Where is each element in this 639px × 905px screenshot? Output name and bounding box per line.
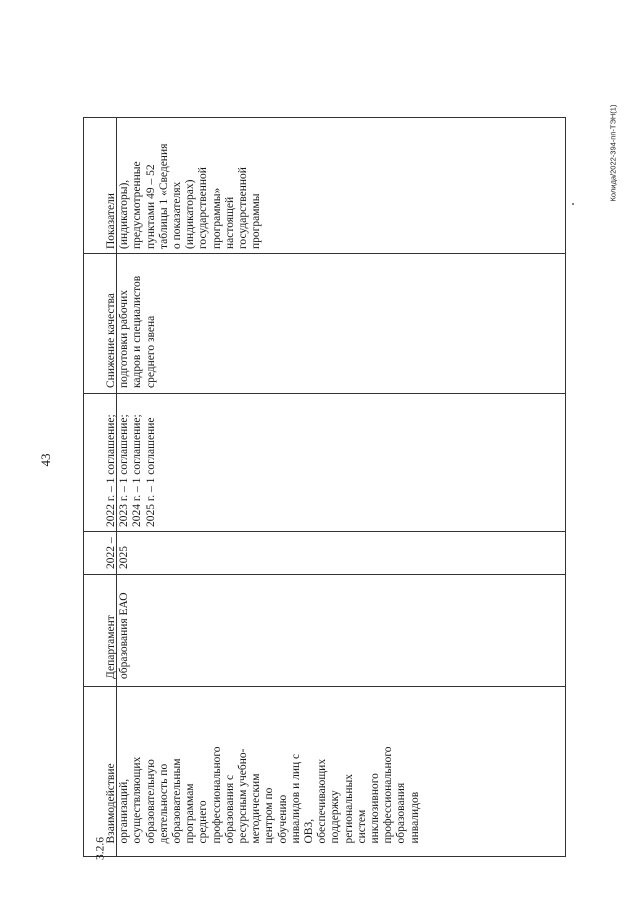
cell-consequences: Снижение качества подготовки рабочих кадров и специалистов среднего звена xyxy=(105,275,157,388)
row-divider xyxy=(84,393,565,394)
cell-measure: Взаимодействие организаций, осуществляющих образовательную деятельность по образовательным программам среднего профессионального образования с ресурсным учебно- методическим центром по обучению инвалидов и лиц с ОВЗ, обеспечивающих поддержку региональных систем инклюзивного профессионального образования инвалидов xyxy=(105,746,421,844)
row-divider xyxy=(84,686,565,687)
cell-indicators: Показатели (индикаторы), предусмотренные пунктами 49 – 52 таблицы 1 «Сведения о показателях (индикаторах) государственной программы» настоящей государственной программы xyxy=(105,143,263,249)
row-divider xyxy=(84,253,565,254)
scan-speck xyxy=(572,203,574,205)
row-divider xyxy=(84,574,565,575)
cell-number: 3.2.6 xyxy=(94,837,107,860)
cell-period: 2022 – 2025 xyxy=(105,537,131,569)
cell-result: 2022 г. – 1 соглашение; 2023 г. – 1 соглашение; 2024 г. – 1 соглашение; 2025 г. – 1 соглашение xyxy=(105,414,157,527)
cell-executor: Департамент образования ЕАО xyxy=(105,592,131,679)
page-number: 43 xyxy=(38,453,53,467)
document-code: Колида/2022-394-пп-ТЭН(1) xyxy=(608,104,618,202)
row-divider xyxy=(84,531,565,532)
